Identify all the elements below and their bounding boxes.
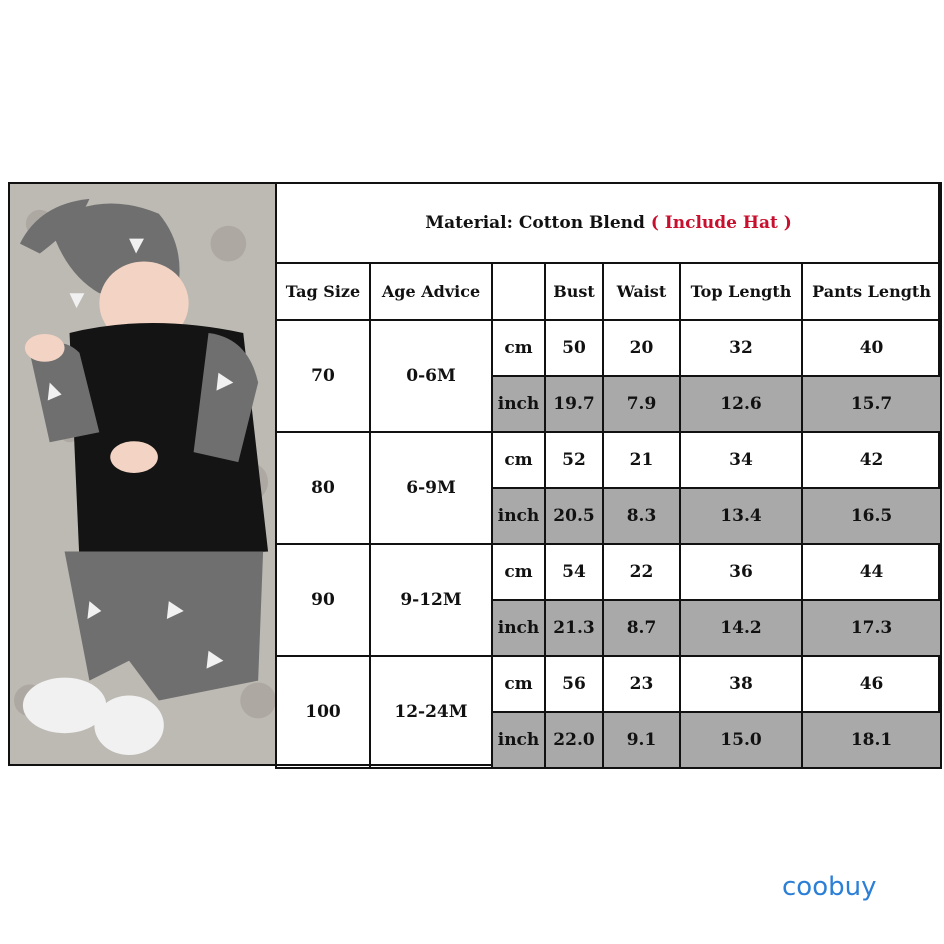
pants-length-inch-cell: 17.3	[802, 600, 941, 656]
size-row-cm	[276, 656, 941, 712]
title-highlight: ( Include Hat )	[650, 213, 792, 233]
top-length-inch-cell: 14.2	[680, 600, 802, 656]
bust-cm-cell: 56	[545, 656, 603, 712]
title-prefix: Material: Cotton Blend	[425, 213, 651, 233]
bust-cm-cell: 52	[545, 432, 603, 488]
header-unit	[492, 263, 545, 320]
age-advice-cell: 12-24M	[370, 656, 492, 768]
size-row-cm	[276, 544, 941, 600]
pants-length-inch-cell: 18.1	[802, 712, 941, 768]
unit-inch-cell: inch	[492, 488, 545, 544]
bust-cm-cell: 54	[545, 544, 603, 600]
waist-cm-cell: 20	[603, 320, 680, 376]
top-length-cm-cell: 38	[680, 656, 802, 712]
size-row-cm	[276, 432, 941, 488]
top-length-inch-cell: 12.6	[680, 376, 802, 432]
tag-size-cell: 100	[276, 656, 370, 768]
header-row	[276, 263, 941, 320]
age-advice-cell: 0-6M	[370, 320, 492, 432]
unit-cm-cell: cm	[492, 320, 545, 376]
top-length-inch-cell: 15.0	[680, 712, 802, 768]
pants-length-cm-cell: 46	[802, 656, 941, 712]
pants-length-cm-cell: 44	[802, 544, 941, 600]
tag-size-cell: 90	[276, 544, 370, 656]
unit-cm-cell: cm	[492, 544, 545, 600]
bust-inch-cell: 22.0	[545, 712, 603, 768]
baby-photo	[8, 182, 276, 766]
unit-inch-cell: inch	[492, 600, 545, 656]
waist-inch-cell: 8.3	[603, 488, 680, 544]
top-length-cm-cell: 36	[680, 544, 802, 600]
chart-title	[276, 183, 941, 263]
tag-size-cell: 80	[276, 432, 370, 544]
bust-inch-cell: 19.7	[545, 376, 603, 432]
header-tag-size: Tag Size	[276, 263, 370, 320]
waist-inch-cell: 7.9	[603, 376, 680, 432]
unit-inch-cell: inch	[492, 376, 545, 432]
bust-inch-cell: 21.3	[545, 600, 603, 656]
pants-length-inch-cell: 16.5	[802, 488, 941, 544]
waist-inch-cell: 9.1	[603, 712, 680, 768]
baby-photo-icon	[10, 184, 276, 764]
top-length-cm-cell: 34	[680, 432, 802, 488]
size-chart-body	[276, 183, 941, 768]
bust-inch-cell: 20.5	[545, 488, 603, 544]
pants-length-cm-cell: 42	[802, 432, 941, 488]
bust-cm-cell: 50	[545, 320, 603, 376]
unit-inch-cell: inch	[492, 712, 545, 768]
top-length-cm-cell: 32	[680, 320, 802, 376]
header-waist: Waist	[603, 263, 680, 320]
size-chart-table	[275, 182, 942, 769]
age-advice-cell: 9-12M	[370, 544, 492, 656]
tag-size-cell: 70	[276, 320, 370, 432]
header-age-advice: Age Advice	[370, 263, 492, 320]
unit-cm-cell: cm	[492, 656, 545, 712]
size-row-cm	[276, 320, 941, 376]
pants-length-inch-cell: 15.7	[802, 376, 941, 432]
waist-cm-cell: 23	[603, 656, 680, 712]
age-advice-cell: 6-9M	[370, 432, 492, 544]
header-bust: Bust	[545, 263, 603, 320]
pants-length-cm-cell: 40	[802, 320, 941, 376]
waist-cm-cell: 22	[603, 544, 680, 600]
top-length-inch-cell: 13.4	[680, 488, 802, 544]
unit-cm-cell: cm	[492, 432, 545, 488]
header-top-length: Top Length	[680, 263, 802, 320]
waist-inch-cell: 8.7	[603, 600, 680, 656]
brand-watermark: coobuy	[782, 872, 877, 902]
header-pants-length: Pants Length	[802, 263, 941, 320]
waist-cm-cell: 21	[603, 432, 680, 488]
